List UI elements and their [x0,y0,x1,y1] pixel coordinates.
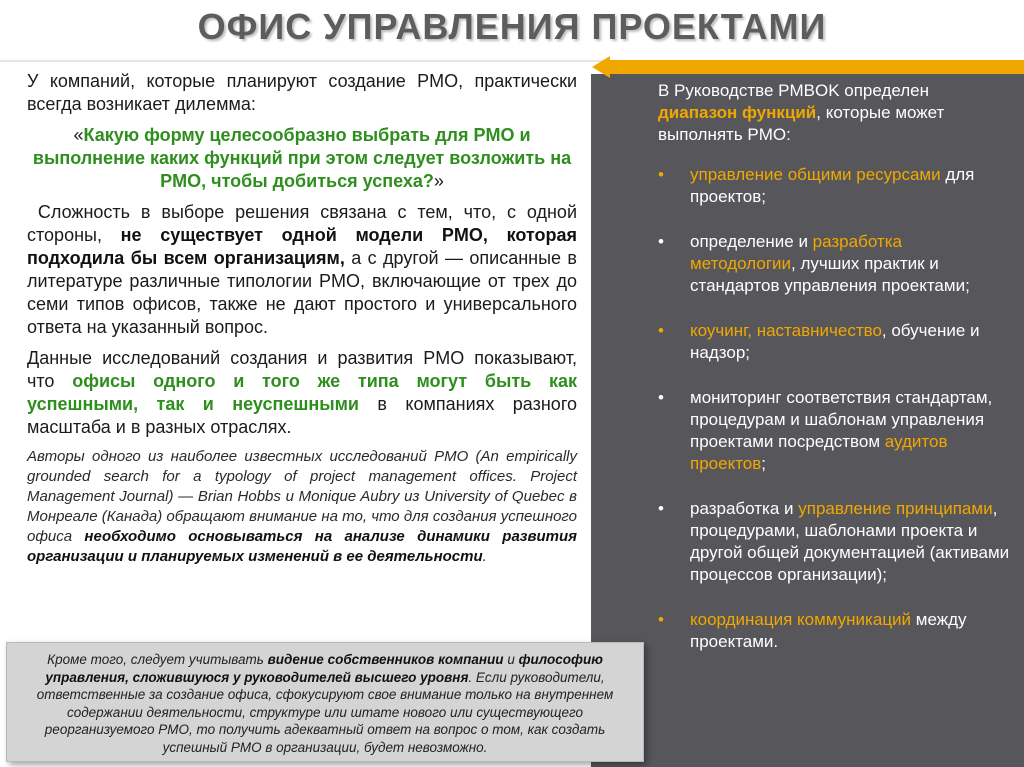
bullet-icon: • [658,499,664,518]
page-title: ОФИС УПРАВЛЕНИЯ ПРОЕКТАМИ [197,6,827,47]
left-text-column [27,70,577,575]
bullet-icon: • [658,232,664,251]
list-item: • коучинг, наставничество, обучение и надзор; [658,321,980,362]
authors-paragraph: Авторы одного из наиболее известных исследований PMO (An empirically grounded search for a typology of project management offices. Project Management Journal) — Brian Hobbs и Monique Aubry из University of Quebec в Монреале (Канада) обращают внимание на то, что для создания успешного офиса необходимо основываться на анализе динамики развития организации и планируемых изменений в ее деятельности. [27,448,577,565]
list-item: • управление общими ресурсами для проектов; [658,165,975,206]
list-item: • определение и разработка методологии, лучших практик и стандартов управления проектами; [658,232,970,295]
functions-list [658,164,1010,653]
research-paragraph: Данные исследований создания и развития PMO показывают, что офисы одного и того же типа могут быть как успешными, так и неуспешными в компаниях разного масштаба и в разных отраслях. [27,348,577,437]
note-callout [6,642,644,762]
bullet-icon: • [658,610,664,629]
intro-paragraph: У компаний, которые планируют создание PMO, практически всегда возникает дилемма: [27,71,577,114]
complexity-paragraph: Сложность в выборе решения связана с тем, что, с одной стороны, не существует одной модели PMO, которая подходила бы всем организациям, а с другой — описанные в литературе различные типологии PMO, включающие от трех до семи типов офисов, также не дают простого и универсального ответа на указанный вопрос. [27,202,577,337]
arrow-left-icon [592,56,1024,78]
callout-text: Кроме того, следует учитывать видение собственников компании и философию управления, сложившуюся у руководителей высшего уровня. Если руководители, ответственные за создание офиса, сфокусируют свое внимание только на внутреннем содержании деятельности, структуре или штате нового или существующего реорганизуемого PMO, то получить адекватный ответ на вопрос о том, как создать успешный PMO в организации, будет невозможно. [36,652,614,755]
bullet-icon: • [658,321,664,340]
bullet-icon: • [658,165,664,184]
list-item: • координация коммуникаций между проектами. [658,610,967,651]
functions-list-area [658,80,1010,676]
list-item: • разработка и управление принципами, процедурами, шаблонами проекта и другой общей документацией (активами процессов организации); [658,499,1010,584]
bullet-icon: • [658,388,664,407]
key-question: «Какую форму целесообразно выбрать для PMO и выполнение каких функций при этом следует возложить на PMO, чтобы добиться успеха?» [32,125,572,191]
list-item: • мониторинг соответствия стандартам, процедурам и шаблонам управления проектами посредством аудитов проектов; [658,388,993,473]
pmbok-intro: В Руководстве PMBOK определен диапазон функций, которые может выполнять PMO: [658,81,945,144]
